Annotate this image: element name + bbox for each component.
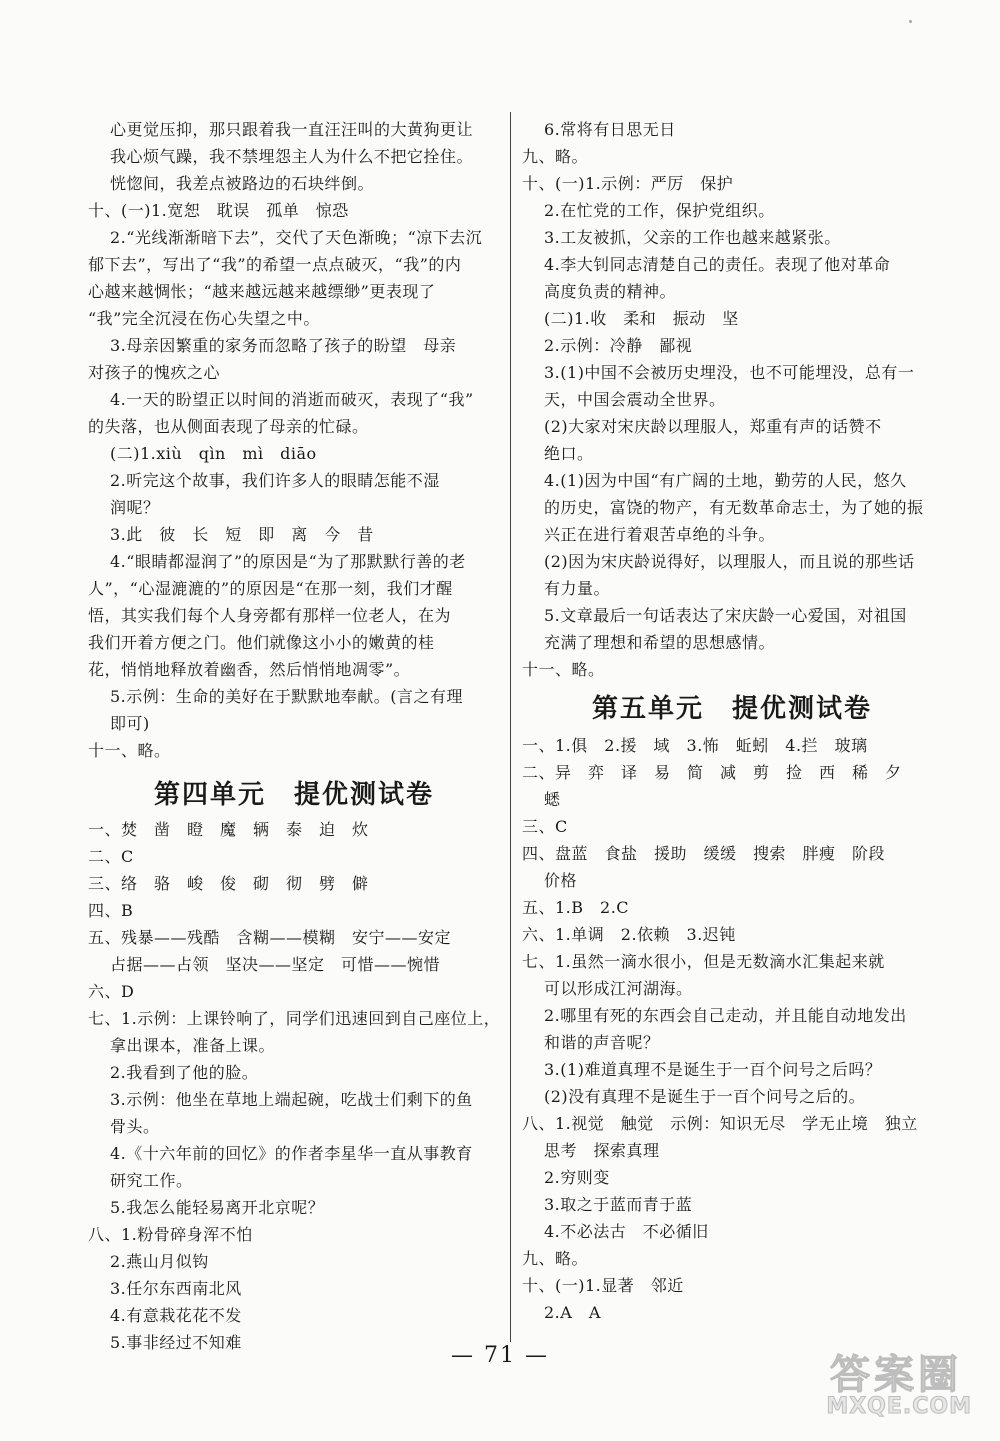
- answer-line: 八、1.视觉 触觉 示例：知识无尽 学无止境 独立: [522, 1114, 918, 1133]
- answer-line: 可以形成江河湖海。: [544, 979, 693, 998]
- answer-line: 4.“眼睛都湿润了”的原因是“为了那默默行善的老: [110, 552, 466, 571]
- answer-line: 4.一天的盼望正以时间的消逝而破灭，表现了“我”: [110, 390, 474, 409]
- answer-line: 六、D: [88, 982, 135, 1001]
- answer-line: 郁下去”，写出了“我”的希望一点点破灭，“我”的内: [88, 255, 462, 274]
- answer-line: 3.工友被抓，父亲的工作也越来越紧张。: [544, 228, 841, 247]
- answer-line: 二、C: [88, 847, 134, 866]
- answer-line: 6.常将有日思无日: [544, 120, 676, 139]
- answer-line: (2)大家对宋庆龄以理服人，郑重有声的话赞不: [544, 417, 882, 436]
- answer-line: “我”完全沉浸在伤心失望之中。: [88, 309, 320, 328]
- answer-line: 研究工作。: [110, 1171, 193, 1190]
- answer-line: 有力量。: [544, 579, 611, 598]
- answer-line: 2.在忙党的工作，保护党组织。: [544, 201, 775, 220]
- answer-line: 即可): [110, 714, 150, 733]
- answer-line: 价格: [544, 871, 578, 890]
- answer-line: 五、残暴——残酷 含糊——模糊 安宁——安定: [88, 928, 452, 947]
- answer-line: 十一、略。: [88, 741, 171, 760]
- answer-line: 我们开着方便之门。他们就像这小小的嫩黄的桂: [88, 633, 435, 652]
- answer-line: 和谐的声音呢？: [544, 1033, 660, 1052]
- answer-line: 润呢？: [110, 498, 160, 517]
- answer-line: 2.我看到了他的脸。: [110, 1063, 259, 1082]
- answer-line: 九、略。: [522, 1249, 589, 1268]
- scan-speck: [909, 20, 912, 23]
- answer-line: 2.A A: [544, 1303, 601, 1322]
- answer-line: 蟋: [544, 790, 561, 809]
- answer-line: 十、(一)1.显著 邻近: [522, 1276, 684, 1295]
- column-divider: [510, 112, 511, 1342]
- answer-line: 的失落，也从侧面表现了母亲的忙碌。: [88, 417, 369, 436]
- page-number: — 71 —: [451, 1343, 549, 1368]
- answer-line: 心越来越惆怅；“越来越远越来越缥缈”更表现了: [88, 282, 436, 301]
- answer-line: 5.文章最后一句话表达了宋庆龄一心爱国，对祖国: [544, 606, 907, 625]
- answer-line: 的历史，富饶的物产，有无数革命志士，为了她的振: [544, 498, 924, 517]
- answer-line: 二、异 弈 译 易 简 减 剪 捡 西 稀 夕: [522, 763, 902, 782]
- answer-line: 思考 探索真理: [544, 1141, 660, 1160]
- answer-line: 三、络 骆 峻 俊 砌 彻 劈 僻: [88, 874, 369, 893]
- answer-line: 2.穷则变: [544, 1168, 610, 1187]
- answer-line: 5.我怎么能轻易离开北京呢？: [110, 1198, 325, 1217]
- unit5-answers: [522, 732, 942, 1326]
- answer-line: 骨头。: [110, 1117, 160, 1136]
- answer-line: 4.(1)因为中国“有广阔的土地，勤劳的人民，悠久: [544, 471, 907, 490]
- answer-line: 5.事非经过不知难: [110, 1333, 242, 1352]
- answer-line: 拿出课本，准备上课。: [110, 1036, 276, 1055]
- answer-line: 4.《十六年前的回忆》的作者李星华一直从事教育: [110, 1144, 473, 1163]
- answer-line: 八、1.粉骨碎身浑不怕: [88, 1225, 253, 1244]
- answer-line: 四、B: [88, 901, 134, 920]
- answer-line: 4.不必法古 不必循旧: [544, 1222, 709, 1241]
- answer-line: 3.示例：他坐在草地上端起碗，吃战士们剩下的鱼: [110, 1090, 473, 1109]
- answer-line: (二)1.xiù qìn mì diāo: [110, 444, 317, 463]
- answer-line: 悟，其实我们每个人身旁都有那样一位老人，在为: [88, 606, 452, 625]
- watermark-logo: [772, 1343, 972, 1423]
- answer-line: 2.燕山月似钩: [110, 1252, 209, 1271]
- answer-line: 十一、略。: [522, 660, 605, 679]
- answer-line: 绝口。: [544, 444, 594, 463]
- left-column-top: [88, 116, 500, 764]
- answer-line: 我心烦气躁，我不禁埋怨主人为什么不把它拴住。: [110, 147, 474, 166]
- answer-line: 4.有意栽花花不发: [110, 1306, 242, 1325]
- answer-line: 兴正在进行着艰苦卓绝的斗争。: [544, 525, 776, 544]
- answer-line: (2)没有真理不是诞生于一百个问号之后的。: [544, 1087, 866, 1106]
- answer-line: 九、略。: [522, 147, 589, 166]
- answer-line: 2.“光线渐渐暗下去”，交代了天色渐晚；“凉下去沉: [110, 228, 483, 247]
- answer-line: (2)因为宋庆龄说得好，以理服人，而且说的那些话: [544, 552, 915, 571]
- answer-line: 3.取之于蓝而青于蓝: [544, 1195, 693, 1214]
- answer-line: 一、1.俱 2.援 域 3.怖 蚯蚓 4.拦 玻璃: [522, 736, 868, 755]
- answer-line: 充满了理想和希望的思想感情。: [544, 633, 776, 652]
- answer-line: 2.哪里有死的东西会自己走动，并且能自动地发出: [544, 1006, 907, 1025]
- answer-line: 3.(1)中国不会被历史埋没，也不可能埋没，总有一: [544, 363, 915, 382]
- answer-line: 3.此 彼 长 短 即 离 今 昔: [110, 525, 374, 544]
- answer-line: 3.母亲因繁重的家务而忽略了孩子的盼望 母亲: [110, 336, 457, 355]
- answer-line: 十、(一)1.宽恕 耽误 孤单 惊恐: [88, 201, 349, 220]
- answer-line: 心更觉压抑，那只跟着我一直汪汪叫的大黄狗更让: [110, 120, 474, 139]
- answer-line: 天，中国会震动全世界。: [544, 390, 726, 409]
- answer-line: 3.(1)难道真理不是诞生于一百个问号之后吗？: [544, 1060, 882, 1079]
- right-column-top: [522, 116, 934, 683]
- answer-line: 花，悄悄地释放着幽香，然后悄悄地凋零”。: [88, 660, 411, 679]
- answer-line: 2.示例：冷静 鄙视: [544, 336, 693, 355]
- watermark-url: MXQE.COM: [826, 1394, 972, 1419]
- watermark-text: 答案圈: [830, 1352, 962, 1398]
- unit5-heading: 第五单元 提优测试卷: [591, 694, 872, 724]
- answer-line: 4.李大钊同志清楚自己的责任。表现了他对革命: [544, 255, 891, 274]
- answer-line: 七、1.示例：上课铃响了，同学们迅速回到自己座位上，: [88, 1009, 501, 1028]
- answer-line: (二)1.收 柔和 振动 坚: [544, 309, 739, 328]
- answer-line: 五、1.B 2.C: [522, 898, 630, 917]
- answer-line: 高度负责的精神。: [544, 282, 677, 301]
- answer-line: 四、盘蓝 食盐 援助 缓缓 搜索 胖瘦 阶段: [522, 844, 886, 863]
- answer-line: 人”，“心湿漉漉的”的原因是“在那一刻，我们才醒: [88, 579, 453, 598]
- unit4-answers: [88, 816, 500, 1356]
- answer-line: 三、C: [522, 817, 568, 836]
- answer-line: 5.示例：生命的美好在于默默地奉献。(言之有理: [110, 687, 464, 706]
- answer-line: 3.任尔东西南北风: [110, 1279, 242, 1298]
- answer-line: 占据——占领 坚决——坚定 可惜——惋惜: [110, 955, 441, 974]
- answer-line: 2.听完这个故事，我们许多人的眼睛怎能不湿: [110, 471, 440, 490]
- unit4-heading: 第四单元 提优测试卷: [153, 780, 434, 810]
- answer-line: 六、1.单调 2.依赖 3.迟钝: [522, 925, 736, 944]
- answer-line: 一、焚 凿 瞪 魔 辆 泰 迫 炊: [88, 820, 369, 839]
- answer-line: 恍惚间，我差点被路边的石块绊倒。: [110, 174, 375, 193]
- answer-line: 七、1.虽然一滴水很小，但是无数滴水汇集起来就: [522, 952, 885, 971]
- answer-line: 十、(一)1.示例：严厉 保护: [522, 174, 734, 193]
- answer-line: 对孩子的愧疚之心: [88, 363, 221, 382]
